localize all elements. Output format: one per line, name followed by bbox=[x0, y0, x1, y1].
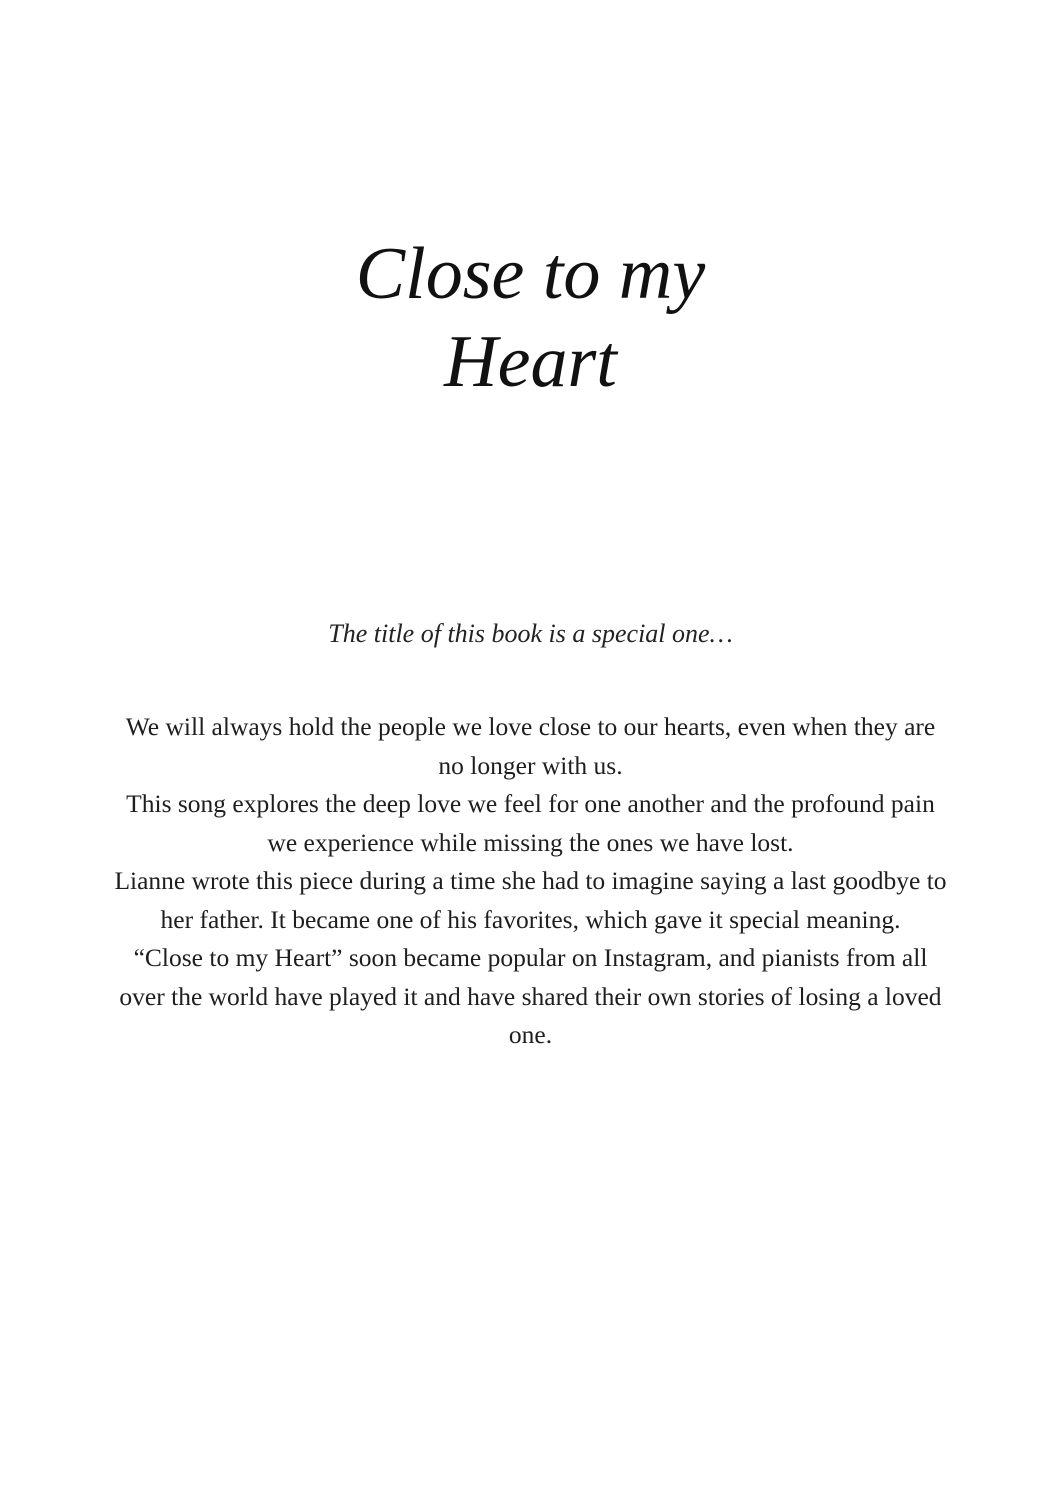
paragraph: “Close to my Heart” soon became popular on Instagram, and pianists from all over the world have played it and have shared their own stories of losing a loved one. bbox=[119, 943, 942, 1049]
body-text bbox=[110, 708, 951, 1055]
paragraph: This song explores the deep love we feel for one another and the profound pain we experience while missing the ones we have lost. bbox=[126, 789, 935, 857]
page-title bbox=[0, 230, 1061, 406]
page-title-line-1: Close to my bbox=[355, 233, 706, 315]
page-title-line-2: Heart bbox=[444, 321, 617, 403]
page-subtitle: The title of this book is a special one… bbox=[328, 619, 733, 648]
paragraph: We will always hold the people we love close to our hearts, even when they are no longer with us. bbox=[125, 712, 936, 780]
paragraph: Lianne wrote this piece during a time she had to imagine saying a last goodbye to her father. It became one of his favorites, which gave it special meaning. bbox=[114, 866, 947, 934]
